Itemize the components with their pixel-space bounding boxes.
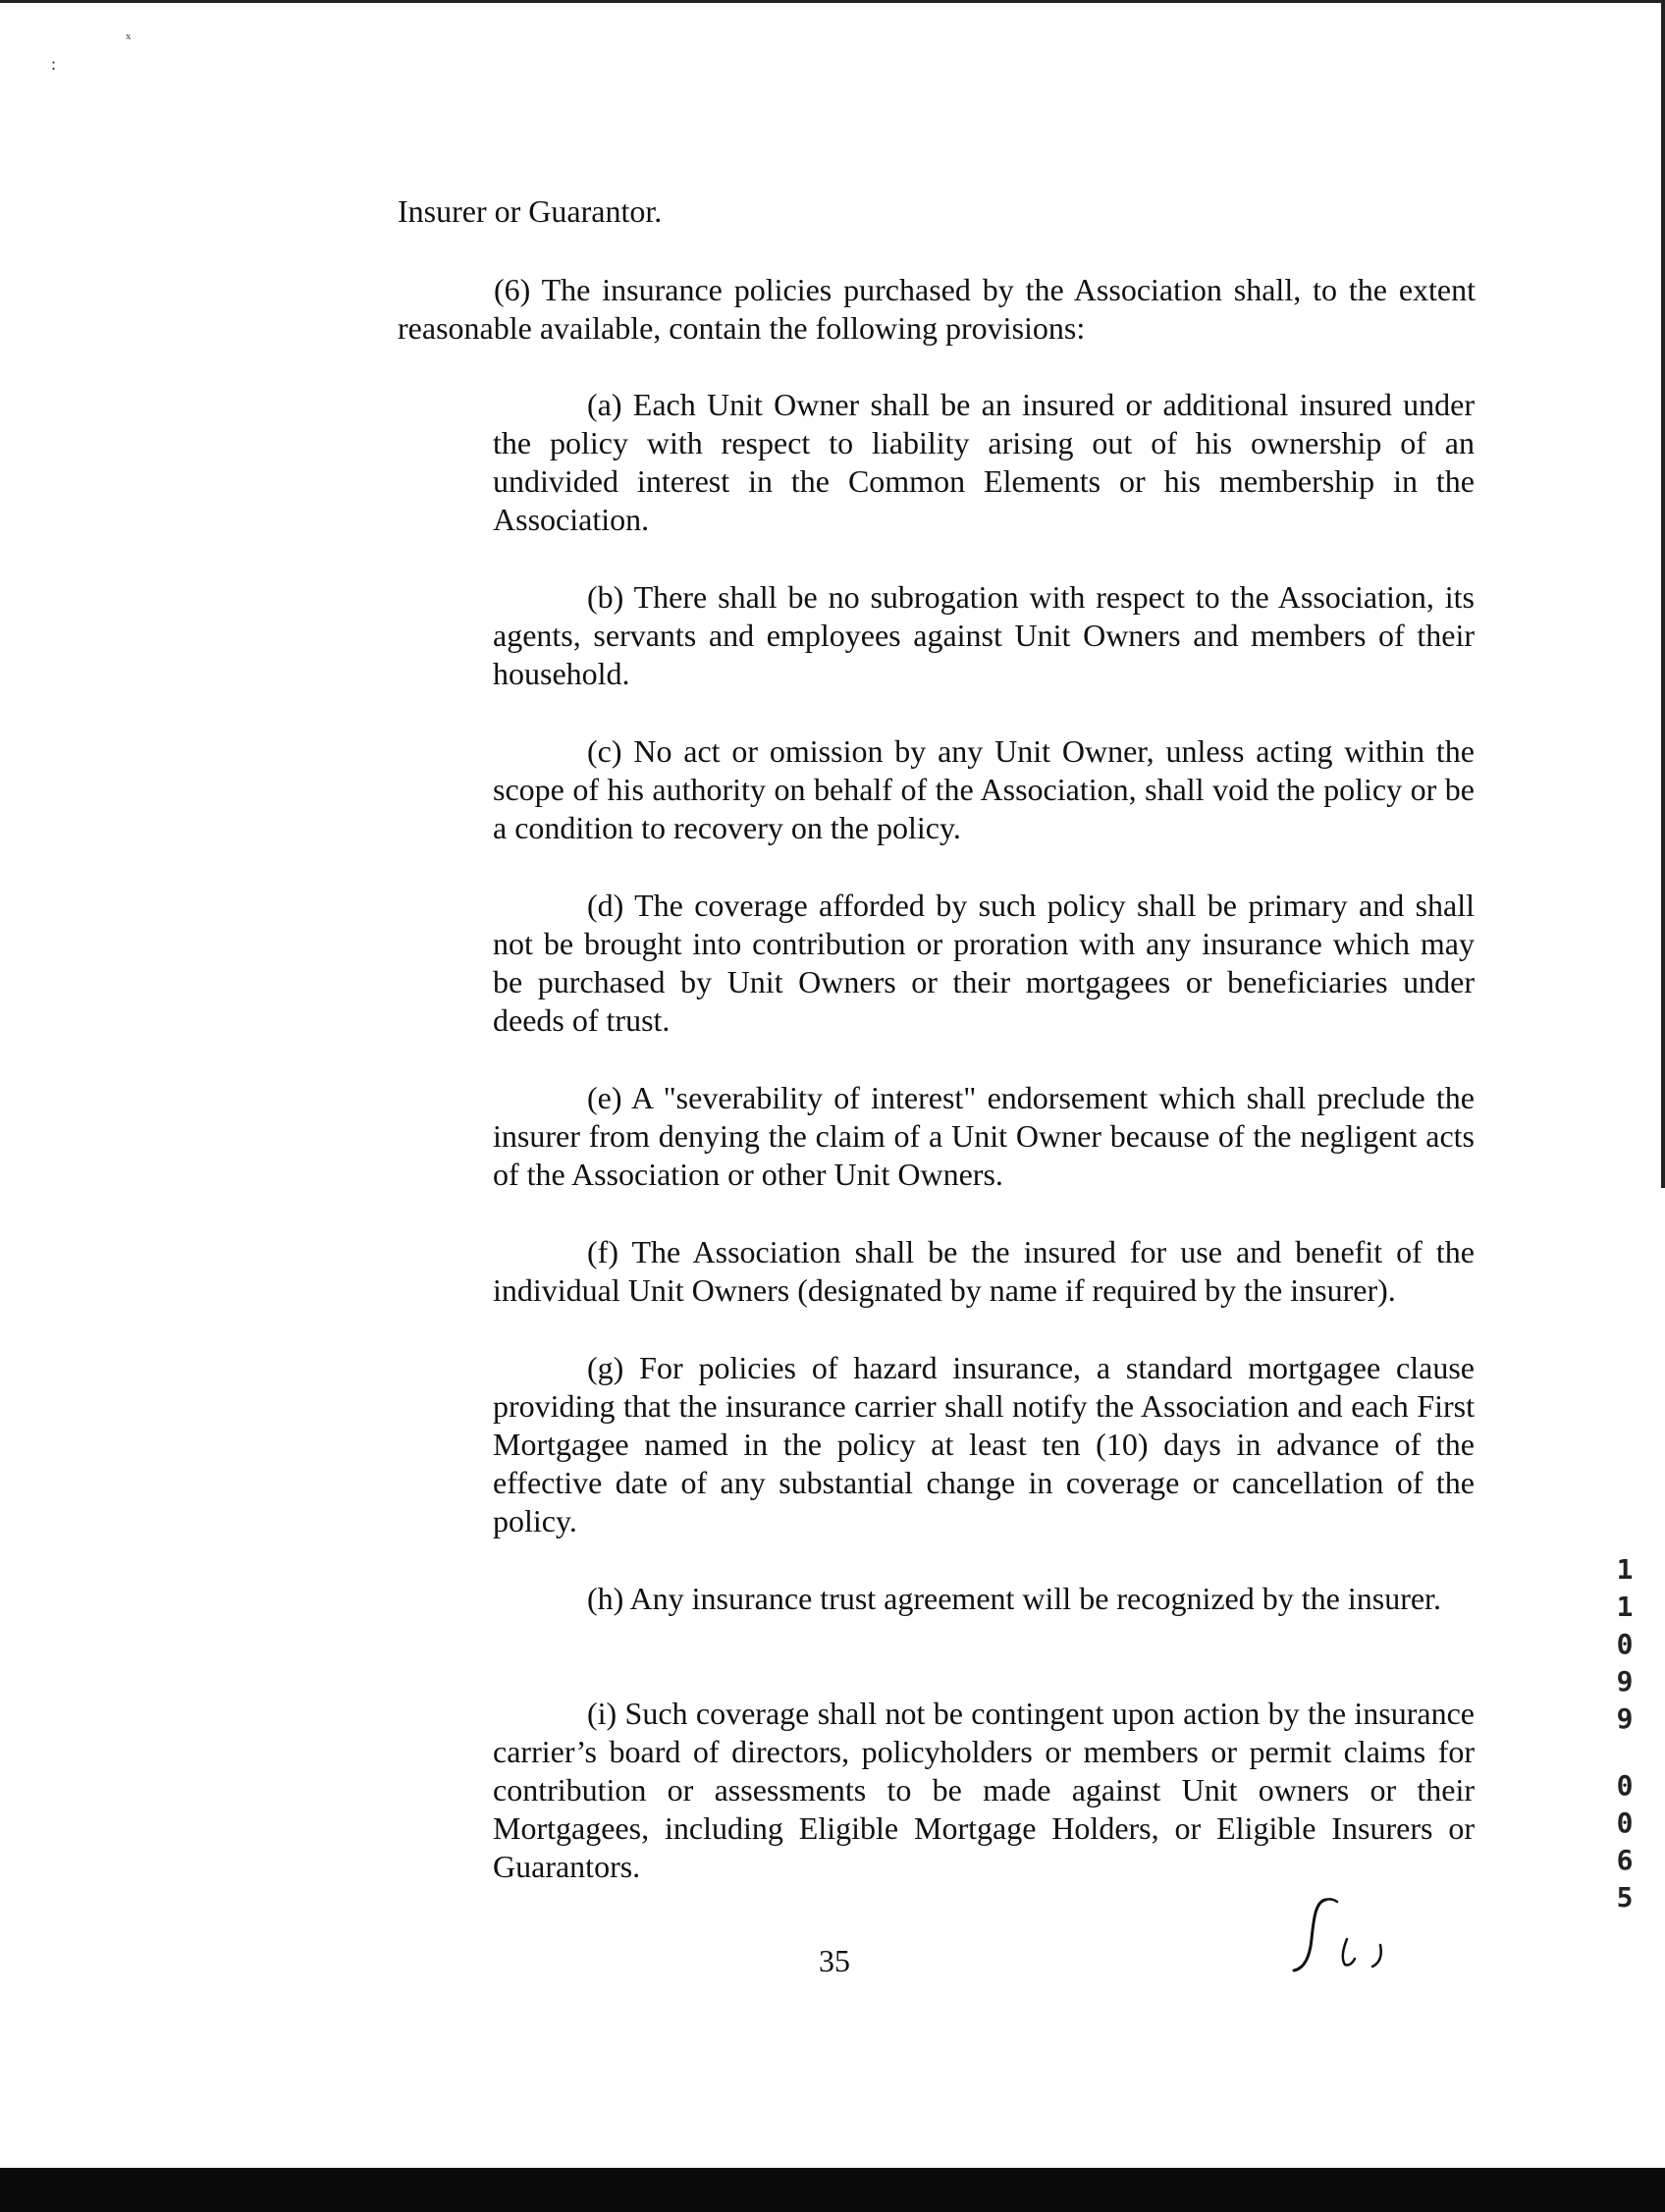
continuation-text: Insurer or Guarantor. — [398, 193, 663, 229]
bates-stamp — [1610, 1551, 1639, 1916]
page-number: 35 — [819, 1943, 850, 1978]
scan-speck: : — [51, 54, 57, 74]
bates-digit: 9 — [1616, 1702, 1634, 1735]
clause-g: (g) For policies of hazard insurance, a standard mortgagee clause providing that the insurance carrier shall notify the Association and each First Mortgagee named in the policy at least ten (10) days in advance of the effective date of any substantial change in coverage or cancellation of the policy. — [493, 1350, 1475, 1538]
scan-top-border — [0, 0, 1665, 3]
bates-gap — [1610, 1738, 1639, 1767]
bates-digit: 0 — [1616, 1807, 1634, 1839]
clause-f: (f) The Association shall be the insured for use and benefit of the individual Unit Owners (designated by name if required by the insurer). — [493, 1234, 1475, 1308]
paragraph-6: (6) The insurance policies purchased by the Association shall, to the extent reasonable available, contain the following provisions: — [398, 272, 1476, 346]
bates-digit: 5 — [1616, 1881, 1634, 1914]
clause-i: (i) Such coverage shall not be contingent upon action by the insurance carrier’s board of directors, policyholders or members or permit claims for contribution or assessments to be made against Unit owners or their Mortgagees, including Eligible Mortgage Holders, or Eligible Insurers or Guarantors. — [493, 1696, 1475, 1884]
bates-digit: 1 — [1616, 1553, 1634, 1586]
bates-digit: 6 — [1616, 1844, 1634, 1876]
scan-speck: ˣ — [126, 28, 132, 48]
clause-a: (a) Each Unit Owner shall be an insured or additional insured under the policy with respect to liability arising out of his ownership of an undivided interest in the Common Elements or his membership in the Association. — [493, 387, 1475, 537]
clause-c: (c) No act or omission by any Unit Owner, unless acting within the scope of his authority on behalf of the Association, shall void the policy or be a condition to recovery on the policy. — [493, 733, 1475, 845]
bates-digit: 0 — [1616, 1628, 1634, 1660]
clause-b: (b) There shall be no subrogation with respect to the Association, its agents, servants and employees against Unit Owners and members of their household. — [493, 579, 1475, 691]
scan-bottom-border — [0, 2168, 1665, 2212]
scan-right-border — [1661, 0, 1665, 1188]
bates-digit: 0 — [1616, 1769, 1634, 1802]
clause-d: (d) The coverage afforded by such policy shall be primary and shall not be brought into contribution or proration with any insurance which may be purchased by Unit Owners or their mortgagees or beneficiaries under deeds of trust. — [493, 888, 1475, 1038]
clause-e: (e) A "severability of interest" endorsement which shall preclude the insurer from denying the claim of a Unit Owner because of the negligent acts of the Association or other Unit Owners. — [493, 1080, 1475, 1192]
clause-h: (h) Any insurance trust agreement will be recognized by the insurer. — [587, 1581, 1441, 1616]
handwritten-initials-icon — [1286, 1890, 1414, 1978]
bates-digit: 1 — [1616, 1591, 1634, 1623]
bates-digit: 9 — [1616, 1665, 1634, 1698]
